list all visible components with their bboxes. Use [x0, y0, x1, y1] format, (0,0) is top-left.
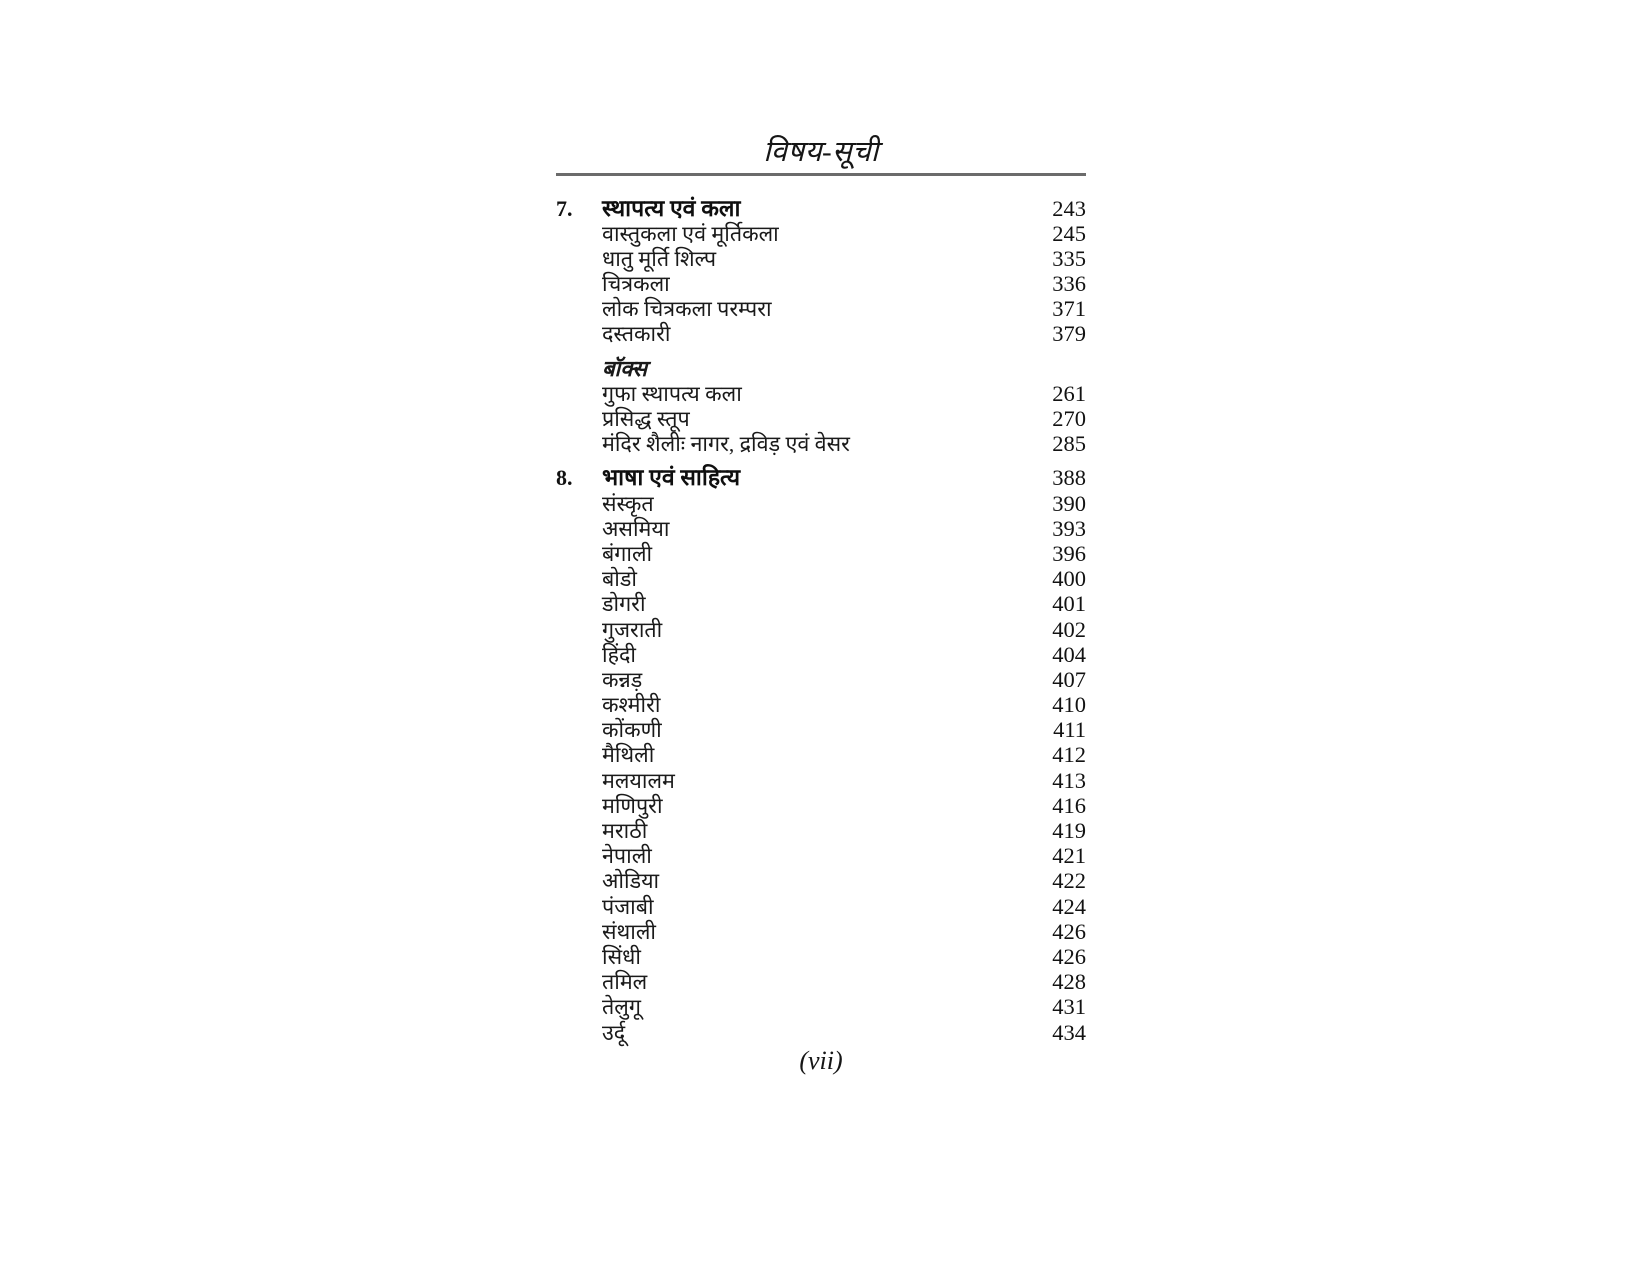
toc-row [556, 271, 1086, 296]
toc-item-label: डोगरी [602, 592, 646, 617]
toc-item-page: 426 [1052, 943, 1086, 969]
toc-item-label: प्रसिद्ध स्तूप [602, 407, 690, 431]
header-divider [556, 173, 1086, 176]
toc-item-number: 7. [556, 195, 573, 221]
toc-item-page: 243 [1052, 195, 1086, 221]
toc-item-page: 261 [1052, 380, 1086, 406]
toc-item-label: गुजराती [602, 617, 663, 642]
toc-item-page: 400 [1052, 566, 1086, 592]
toc-item-page: 379 [1052, 321, 1086, 347]
toc-row [556, 221, 1086, 246]
content-column [556, 136, 1086, 1045]
toc-row [556, 465, 1086, 490]
toc-item-label: धातु मूर्ति शिल्प [602, 246, 717, 271]
toc-row [556, 591, 1086, 616]
toc-item-label: दस्तकारी [602, 322, 671, 347]
toc-item-page: 434 [1052, 1019, 1086, 1045]
toc-item-label: गुफा स्थापत्य कला [602, 381, 742, 406]
toc-item-label: नेपाली [602, 844, 652, 869]
toc-row [556, 768, 1086, 793]
folio-page-number: (vii) [799, 1046, 843, 1075]
toc-item-label: स्थापत्य एवं कला [602, 195, 741, 221]
toc-item-page: 245 [1052, 220, 1086, 246]
toc-item-label: बॉक्स [602, 355, 647, 381]
toc-row [556, 843, 1086, 868]
toc-row [556, 994, 1086, 1019]
toc-row [556, 642, 1086, 667]
toc-item-label: तेलुगू [602, 995, 641, 1020]
toc-row [556, 793, 1086, 818]
toc-item-label: संथाली [602, 919, 656, 944]
toc-item-page: 270 [1052, 406, 1086, 431]
toc-item-label: हिंदी [602, 642, 636, 667]
toc-item-label: मणिपुरी [602, 793, 663, 818]
toc-item-label: भाषा एवं साहित्य [602, 465, 741, 491]
toc-item-page: 401 [1052, 591, 1086, 617]
toc-item-label: उर्दू [602, 1020, 626, 1045]
toc-item-page: 411 [1053, 717, 1086, 743]
toc-item-label: कोंकणी [602, 718, 662, 743]
toc-item-label: तमिल [602, 970, 648, 995]
toc-item-page: 407 [1052, 666, 1086, 692]
toc-item-label: संस्कृत [602, 491, 654, 516]
toc-item-number: 8. [556, 465, 573, 491]
toc-row [556, 491, 1086, 516]
toc-item-page: 402 [1052, 616, 1086, 642]
toc-item-page: 388 [1052, 465, 1086, 491]
toc-row [556, 406, 1086, 431]
toc-row [556, 617, 1086, 642]
toc-item-label: कश्मीरी [602, 693, 661, 718]
toc-item-label: मंदिर शैलीः नागर, द्रविड़ एवं वेसर [602, 432, 850, 457]
toc-item-label: पंजाबी [602, 894, 654, 919]
toc-row [556, 381, 1086, 406]
toc-item-page: 404 [1052, 641, 1086, 667]
toc-item-page: 421 [1052, 843, 1086, 869]
toc-item-page: 393 [1052, 515, 1086, 541]
toc-row [556, 818, 1086, 843]
toc-row [556, 717, 1086, 742]
toc-item-page: 371 [1052, 296, 1086, 322]
toc-item-page: 285 [1052, 431, 1086, 457]
toc-row [556, 742, 1086, 767]
toc-row [556, 919, 1086, 944]
toc-item-page: 412 [1052, 742, 1086, 768]
toc-list [556, 196, 1086, 1045]
toc-item-label: सिंधी [602, 944, 641, 969]
toc-item-label: लोक चित्रकला परम्परा [602, 297, 772, 322]
toc-row [556, 321, 1086, 346]
toc-item-page: 419 [1052, 818, 1086, 843]
toc-item-page: 424 [1052, 893, 1086, 919]
toc-item-page: 413 [1052, 767, 1086, 793]
toc-item-label: मैथिली [602, 743, 655, 768]
toc-row [556, 1020, 1086, 1045]
toc-item-page: 335 [1052, 245, 1086, 271]
toc-item-page: 336 [1052, 271, 1086, 297]
toc-item-page: 431 [1052, 994, 1086, 1020]
toc-item-label: मराठी [602, 819, 648, 843]
toc-item-page: 416 [1052, 792, 1086, 818]
toc-row [556, 692, 1086, 717]
toc-row [556, 566, 1086, 591]
toc-item-label: वास्तुकला एवं मूर्तिकला [602, 221, 779, 246]
toc-row [556, 667, 1086, 692]
toc-item-label: ओडिया [602, 869, 660, 894]
toc-item-label: बोडो [602, 567, 637, 592]
toc-item-page: 428 [1052, 969, 1086, 995]
toc-item-label: मलयालम [602, 768, 675, 793]
toc-item-page: 396 [1052, 540, 1086, 566]
toc-row [556, 516, 1086, 541]
toc-item-page: 410 [1052, 692, 1086, 718]
toc-row [556, 868, 1086, 893]
toc-row [556, 431, 1086, 456]
toc-item-label: कन्नड़ [602, 667, 643, 692]
toc-item-label: चित्रकला [602, 272, 670, 297]
toc-row [556, 944, 1086, 969]
toc-row [556, 246, 1086, 271]
toc-item-label: असमिया [602, 516, 670, 541]
toc-row [556, 894, 1086, 919]
page-title: विषय-सूची [763, 136, 879, 168]
toc-item-page: 426 [1052, 918, 1086, 944]
toc-row [556, 196, 1086, 221]
toc-item-page: 422 [1052, 868, 1086, 894]
toc-item-label: बंगाली [602, 541, 653, 566]
toc-row [556, 541, 1086, 566]
toc-item-page: 390 [1052, 490, 1086, 516]
toc-row [556, 356, 1086, 381]
toc-row [556, 969, 1086, 994]
toc-row [556, 296, 1086, 321]
